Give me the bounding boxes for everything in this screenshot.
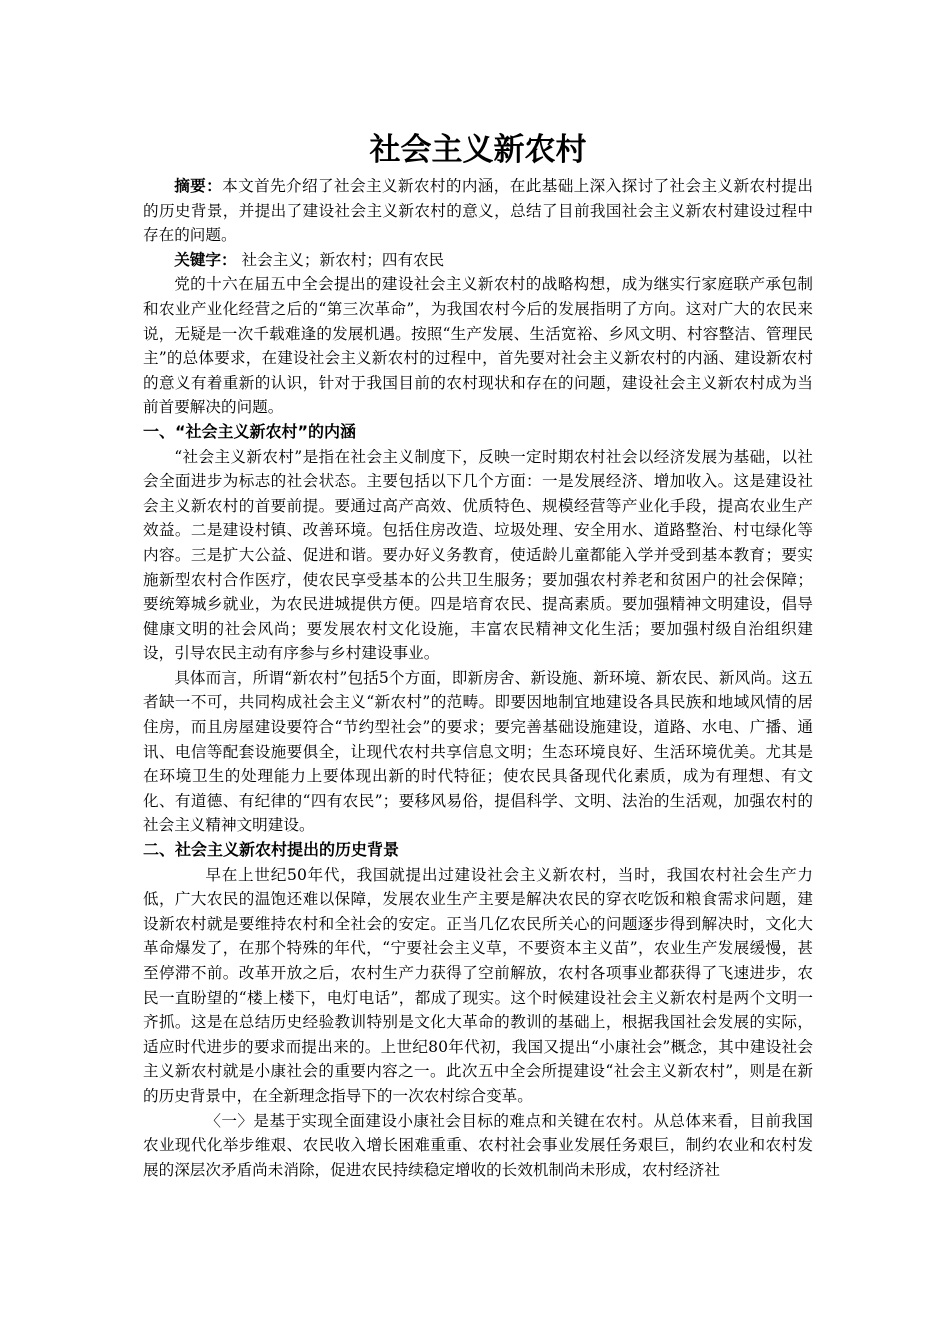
section2-heading: 二、社会主义新农村提出的历史背景 (143, 840, 400, 860)
keywords-label: 关键字： (174, 249, 237, 269)
abstract-text: 本文首先介绍了社会主义新农村的内涵，在此基础上深入探讨了社会主义新农村提出的历史背景，并提出了建设社会主义新农村的意义，总结了目前我国社会主义新农村建设过程中存在的问题。 (143, 177, 813, 245)
document-title: 社会主义新农村 (369, 132, 587, 168)
abstract-paragraph (143, 174, 813, 248)
keywords-text: 社会主义；新农村；四有农民 (236, 250, 445, 269)
section2-paragraph-1: 早在上世纪50年代，我国就提出过建设社会主义新农村，当时，我国农村社会生产力低，广大农民的温饱还难以保障，发展农业生产主要是解决农民的穿衣吃饭和粮食需求问题，建设新农村就是要维持农村和全社会的安定。正当几亿农民所关心的问题逐步得到解决时，文化大革命爆发了，在那个特殊的年代，“宁要社会主义草，不要资本主义苗”，农业生产发展缓慢，甚至停滞不前。改革开放之后，农村生产力获得了空前解放，农村各项事业都获得了飞速进步，农民一直盼望的“楼上楼下，电灯电话”，都成了现实。这个时候建设社会主义新农村是两个文明一齐抓。这是在总结历史经验教训特别是文化大革命的教训的基础上，根据我国社会发展的实际，适应时代进步的要求而提出来的。上世纪80年代初，我国又提出“小康社会”概念，其中建设社会主义新农村就是小康社会的重要内容之一。此次五中全会所提建设“社会主义新农村”，则是在新的历史背景中，在全新理念指导下的一次农村综合变革。 (143, 865, 813, 1105)
section1-paragraph-1: “社会主义新农村”是指在社会主义制度下，反映一定时期农村社会以经济发展为基础，以社会全面进步为标志的社会状态。主要包括以下几个方面：一是发展经济、增加收入。这是建设社会主义新农村的首要前提。要通过高产高效、优质特色、规模经营等产业化手段，提高农业生产效益。二是建设村镇、改善环境。包括住房改造、垃圾处理、安全用水、道路整治、村屯绿化等内容。三是扩大公益、促进和谐。要办好义务教育，使适龄儿童都能入学并受到基本教育；要实施新型农村合作医疗，使农民享受基本的公共卫生服务；要加强农村养老和贫困户的社会保障；要统筹城乡就业，为农民进城提供方便。四是培育农民、提高素质。要加强精神文明建设，倡导健康文明的社会风尚；要发展农村文化设施，丰富农民精神文化生活；要加强村级自治组织建设，引导农民主动有序参与乡村建设事业。 (143, 447, 813, 663)
intro-paragraph: 党的十六在届五中全会提出的建设社会主义新农村的战略构想，成为继实行家庭联产承包制和农业产业化经营之后的“第三次革命”，为我国农村今后的发展指明了方向。这对广大的农民来说，无疑是一次千载难逢的发展机遇。按照“生产发展、生活宽裕、乡风文明、村容整洁、管理民主”的总体要求，在建设社会主义新农村的过程中，首先要对社会主义新农村的内涵、建设新农村的意义有着重新的认识，针对于我国目前的农村现状和存在的问题，建设社会主义新农村成为当前首要解决的问题。 (143, 275, 813, 417)
section1-heading: 一、“社会主义新农村”的内涵 (143, 421, 357, 441)
abstract-label: 摘要： (174, 176, 223, 195)
section2-paragraph-2: 〈一〉是基于实现全面建设小康社会目标的难点和关键在农村。从总体来看，目前我国农业现代化举步维艰、农民收入增长困难重重、农村社会事业发展任务艰巨，制约农业和农村发展的深层次矛盾尚未消除，促进农民持续稳定增收的长效机制尚未形成，农村经济社 (143, 1111, 813, 1179)
section1-paragraph-2: 具体而言，所谓“新农村”包括5个方面，即新房舍、新设施、新环境、新农民、新风尚。这五者缺一不可，共同构成社会主义“新农村”的范畴。即要因地制宜地建设各具民族和地域风情的居住房，而且房屋建设要符合“节约型社会”的要求；要完善基础设施建设，道路、水电、广播、通讯、电信等配套设施要俱全，让现代农村共享信息文明；生态环境良好、生活环境优美。尤其是在环境卫生的处理能力上要体现出新的时代特征；使农民具备现代化素质，成为有理想、有文化、有道德、有纪律的“四有农民”；要移风易俗，提倡科学、文明、法治的生活观，加强农村的社会主义精神文明建设。 (143, 668, 813, 835)
document-page (143, 128, 813, 1182)
keywords-paragraph (143, 248, 813, 273)
